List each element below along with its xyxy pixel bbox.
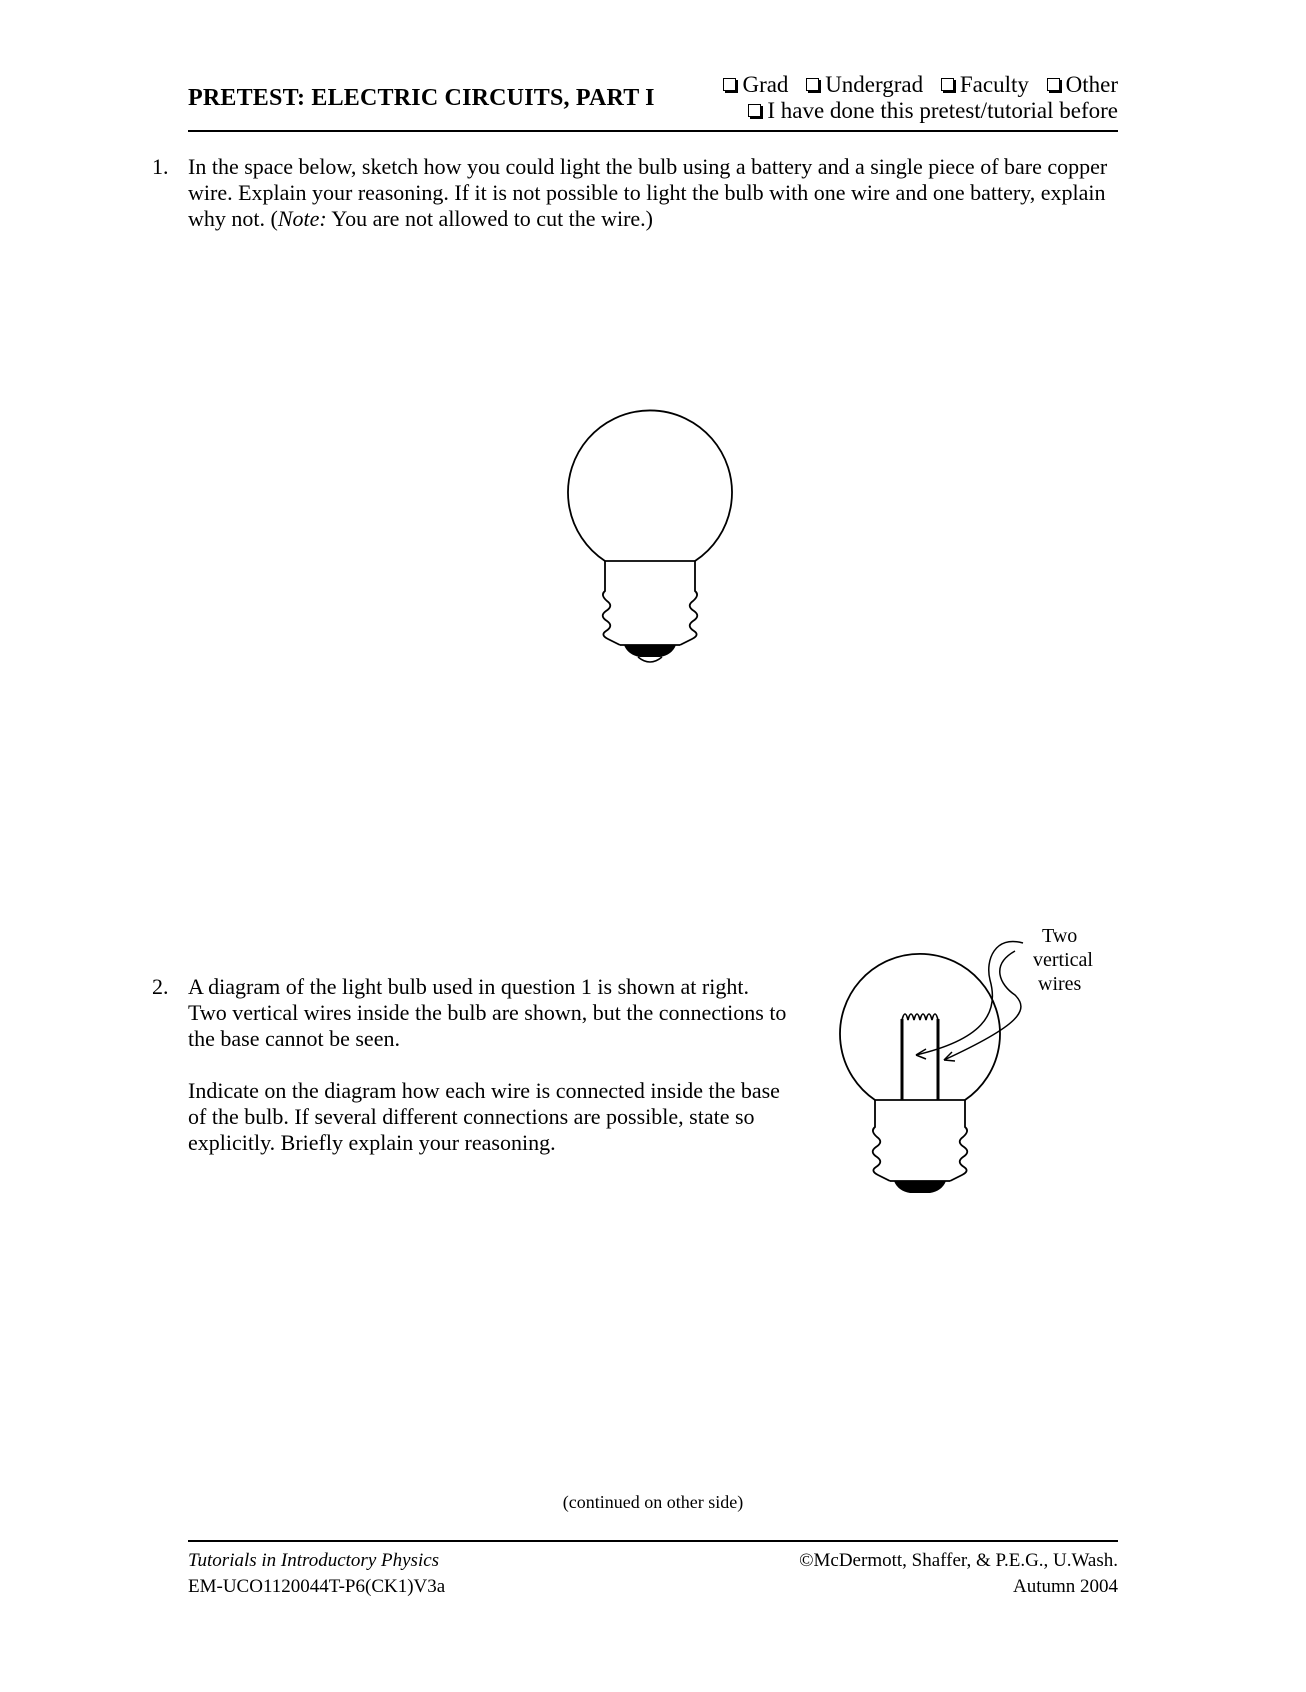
option-undergrad[interactable]: Undergrad — [806, 72, 923, 97]
light-bulb-diagram — [560, 405, 740, 675]
option-prior[interactable]: I have done this pretest/tutorial before — [711, 98, 1118, 124]
status-options-row — [711, 72, 1118, 98]
question-2-paragraph-2: Indicate on the diagram how each wire is connected inside the base of the bulb. If several different connections are possible, state so explicitly. Briefly explain your reasoning. — [188, 1078, 780, 1155]
label-arrows — [916, 941, 1023, 1061]
bulb-base — [873, 1100, 968, 1181]
question-1-text: In the space below, sketch how you could light the bulb using a battery and a single piece of bare copper wire. Explain your reasoning. If it is not possible to light the bulb with one wire and one battery, explain why not. (Note: You are not allowed to cut the wire.) — [188, 154, 1108, 231]
respondent-status — [711, 72, 1118, 124]
checkbox-icon[interactable] — [1047, 78, 1060, 91]
bulb-filament — [902, 1014, 938, 1020]
question-2-paragraph-1: A diagram of the light bulb used in question 1 is shown at right. Two vertical wires inside the bulb are shown, but the connections to the base cannot be seen. — [188, 974, 787, 1051]
bulb-glass — [568, 410, 732, 561]
checkbox-icon[interactable] — [748, 104, 761, 117]
vertical-wires — [902, 1019, 938, 1100]
bulb-glass — [840, 954, 1000, 1100]
checkbox-icon[interactable] — [941, 78, 954, 91]
option-faculty[interactable]: Faculty — [941, 72, 1029, 97]
checkbox-icon[interactable] — [806, 78, 819, 91]
checkbox-icon[interactable] — [723, 78, 736, 91]
diagram-label-line-1: Two — [1042, 925, 1078, 947]
diagram-label-line-2: vertical — [1033, 949, 1093, 971]
page-title: PRETEST: ELECTRIC CIRCUITS, PART I — [188, 85, 655, 111]
question-2-text — [188, 974, 788, 1156]
option-other[interactable]: Other — [1047, 72, 1118, 97]
continued-note: (continued on other side) — [562, 1492, 744, 1512]
bulb-base — [603, 561, 698, 645]
option-grad[interactable]: Grad — [723, 72, 788, 97]
light-bulb-wires-diagram — [830, 915, 1130, 1215]
question-1-number: 1. — [152, 154, 169, 179]
bulb-tip-contact — [894, 1181, 946, 1193]
bulb-tip-contact — [624, 645, 676, 662]
footer-right: ©McDermott, Shaffer, & P.E.G., U.Wash. Autumn 2004 — [799, 1550, 1118, 1597]
footer-rule — [188, 1540, 1118, 1542]
question-2-number: 2. — [152, 974, 169, 999]
diagram-label-line-3: wires — [1038, 973, 1082, 995]
header-rule — [188, 130, 1118, 132]
footer-left: Tutorials in Introductory Physics EM-UCO1120044T-P6(CK1)V3a — [188, 1550, 446, 1597]
